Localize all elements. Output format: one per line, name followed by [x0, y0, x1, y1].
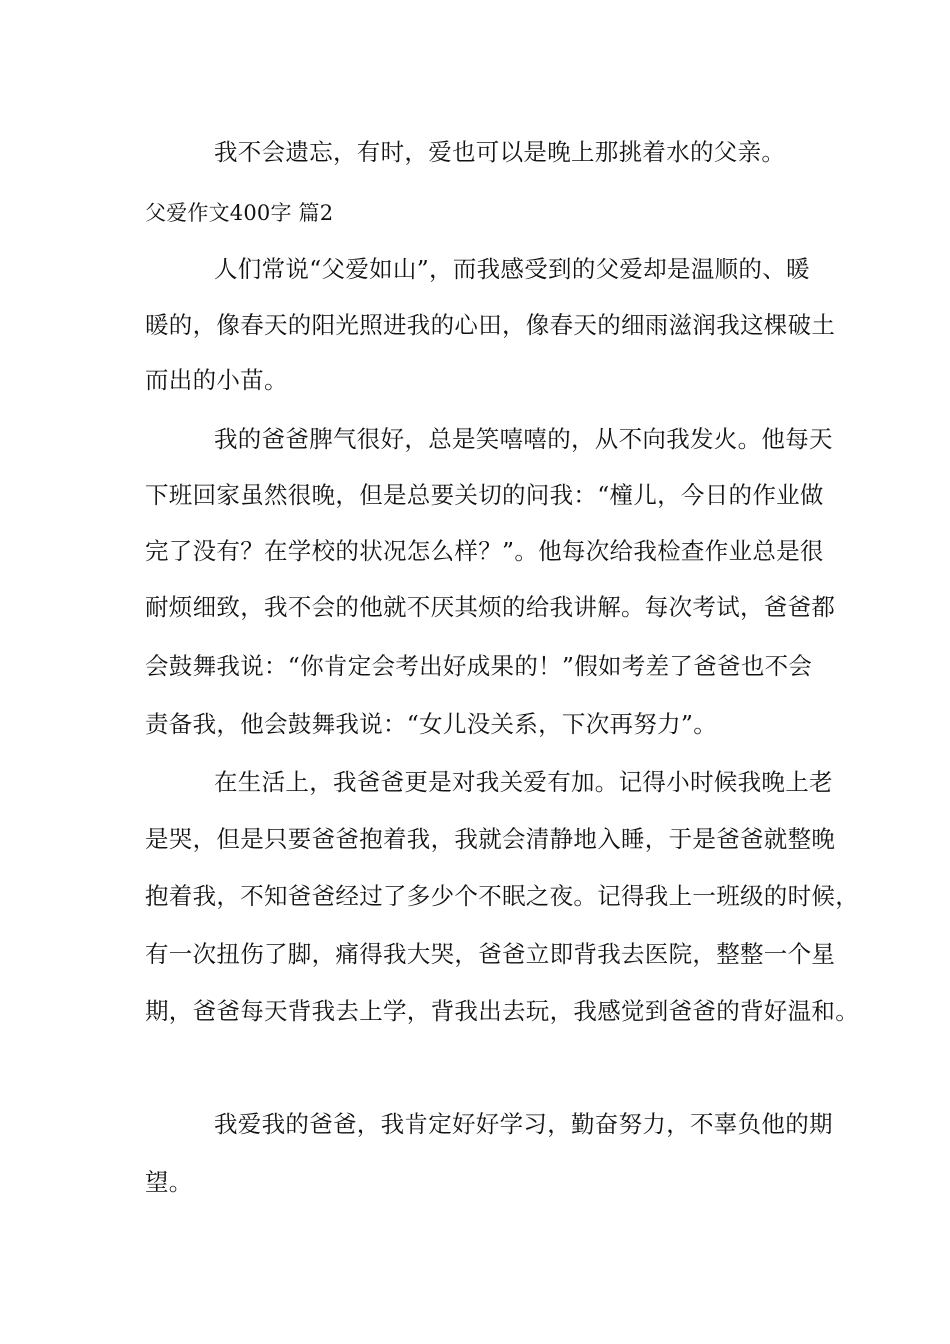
text-line: 望。	[145, 1168, 193, 1196]
text-line: 我爱我的爸爸，我肯定好好学习，勤奋努力，不辜负他的期	[214, 1110, 833, 1138]
text-line: 会鼓舞我说：“你肯定会考出好成果的！”假如考差了爸爸也不会	[145, 652, 813, 680]
text-line: 而出的小苗。	[145, 366, 288, 394]
text-line: 是哭，但是只要爸爸抱着我，我就会清静地入睡，于是爸爸就整晚	[145, 825, 836, 853]
section-heading: 父爱作文400字 篇2	[145, 201, 334, 225]
text-line: 我的爸爸脾气很好，总是笑嘻嘻的，从不向我发火。他每天	[214, 425, 833, 453]
text-line: 抱着我，不知爸爸经过了多少个不眠之夜。记得我上一班级的时候，	[145, 882, 859, 910]
text-line: 在生活上，我爸爸更是对我关爱有加。记得小时候我晚上老	[214, 768, 833, 796]
text-line: 完了没有？在学校的状况怎么样？”。他每次给我检查作业总是很	[145, 537, 824, 565]
text-line: 期，爸爸每天背我去上学，背我出去玩，我感觉到爸爸的背好温和。	[145, 997, 859, 1025]
text-line: 暖的，像春天的阳光照进我的心田，像春天的细雨滋润我这棵破土	[145, 311, 836, 339]
text-line: 有一次扭伤了脚，痛得我大哭，爸爸立即背我去医院，整整一个星	[145, 940, 836, 968]
text-line: 责备我，他会鼓舞我说：“女儿没关系，下次再努力”。	[145, 710, 718, 738]
text-line: 耐烦细致，我不会的他就不厌其烦的给我讲解。每次考试，爸爸都	[145, 593, 836, 621]
text-line: 下班回家虽然很晚，但是总要关切的问我：“橦儿，今日的作业做	[145, 481, 824, 509]
text-line: 我不会遗忘，有时，爱也可以是晚上那挑着水的父亲。	[214, 138, 786, 166]
text-line: 人们常说“父爱如山”，而我感受到的父爱却是温顺的、暖	[214, 255, 810, 283]
